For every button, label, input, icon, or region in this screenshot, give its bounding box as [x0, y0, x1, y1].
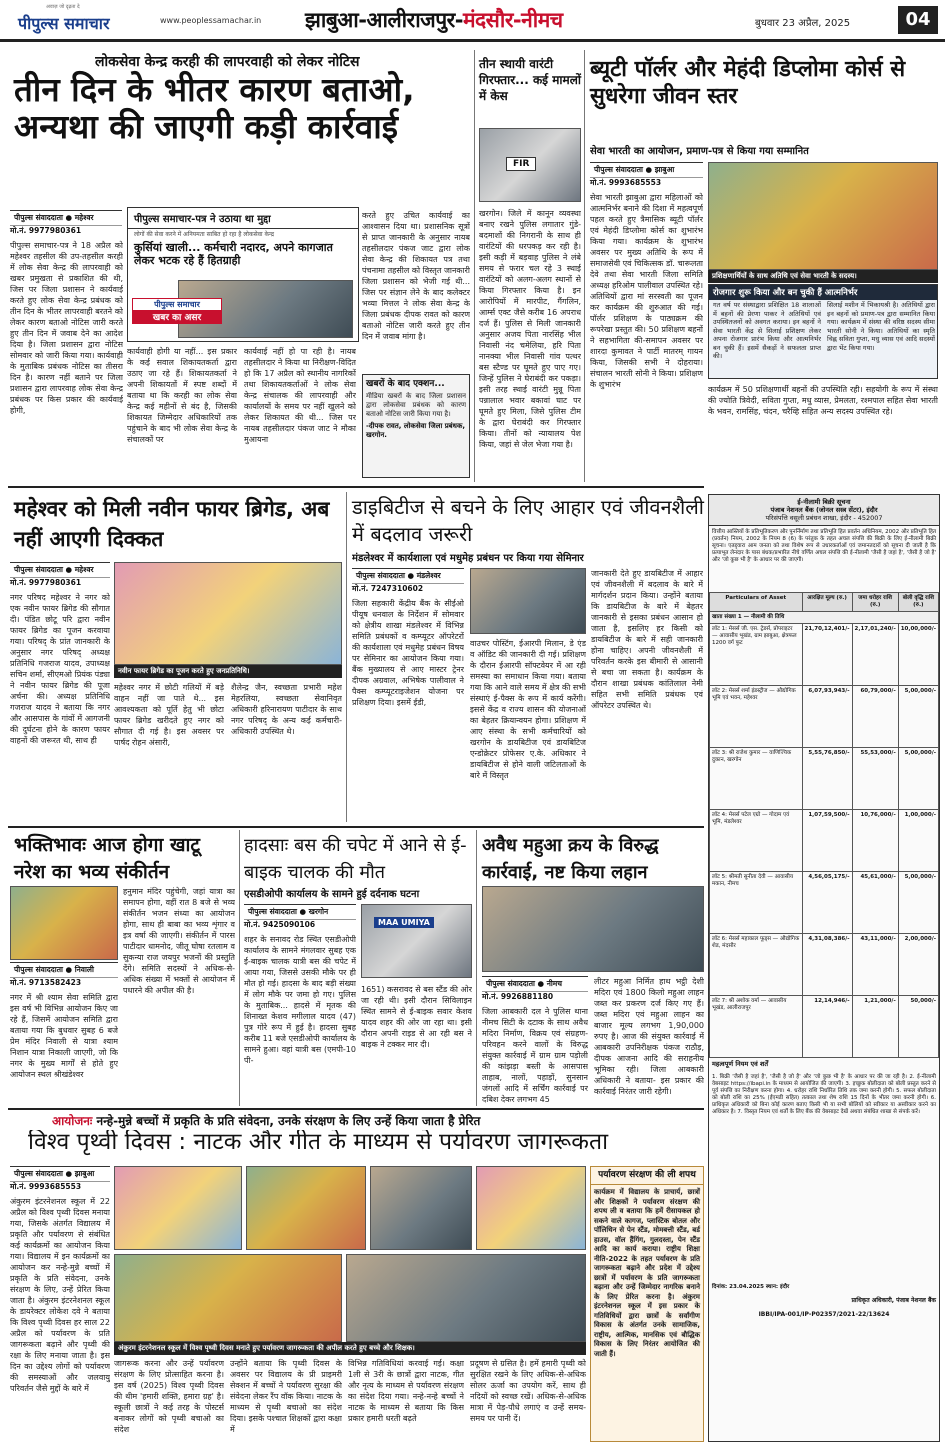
earth-col4: विभिन्न गतिविधियां करवाई गई। कक्षा 1ली से 3री के छात्रों द्वारा नाटक, गीत और नृत्य के माध्यम से पर्यावरण संरक्षण का संदेश दिया गया। नन्हे-नन्हे बच्चों ने नाटक के माध्यम से बताया कि किस प्रकार हमारी धरती बढ़ते: [348, 1359, 464, 1423]
beauty-box: [708, 284, 938, 379]
beauty-mobile: मो.नं. 9993685553: [590, 178, 662, 187]
tender-col-emd: जमा धरोहर राशि (रु.): [852, 593, 898, 612]
tender-lot-emd: 45,61,000/-: [852, 872, 898, 934]
site-url[interactable]: www.peoplessamachar.in: [160, 16, 262, 25]
mahua-col1: जिला आबकारी दल ने पुलिस थाना नीमच सिटी के दटाक के साथ अवैध मदिरा निर्माण, विक्रय एवं संग्रहण-परिवहन करने वालों के विरुद्ध संयुक्त कार्रवाई में ग्राम ग्राम पड़ोली की कांझड़ा बस्ती के आसपास ताहाब, नालों, पहाड़ों, सुनसान जंगलों आदि में सर्चिंग कार्रवाई पर दबिश देकर लगभग 45: [482, 1007, 588, 1104]
earth-kicker: [52, 1112, 702, 1129]
fire-photo: [114, 562, 342, 665]
tender-lot-desc: लॉट 6: मेसर्स महाकाल फूड्स — औद्योगिक शेड, मंदसौर: [710, 934, 803, 996]
tender-notice: [708, 494, 940, 1442]
edition-title: [305, 6, 563, 34]
tender-lot-emd: 10,76,000/-: [852, 810, 898, 872]
tender-lot-row: [710, 686, 939, 748]
tender-head2: पंजाब नेशनल बैंक (जोनल सस्त्र सेंटर), इंदौर: [770, 506, 878, 514]
diabetes-photo: [470, 568, 586, 634]
bhakti-headline: भक्तिभावः आज होगा खाटू नरेश का भव्य संकीर्तन: [14, 834, 200, 883]
tender-lot-row: [710, 810, 939, 872]
tender-lot-desc: लॉट 5: श्रीमती सुनीता देवी — आवासीय मकान, नीमच: [710, 872, 803, 934]
lead-headline: तीन दिन के भीतर कारण बताओ, अन्यथा की जाएगी कड़ी कार्रवाई: [14, 70, 415, 146]
lead-col1: पीपुल्स समाचार-पत्र ने 18 अप्रैल को महेश्वर तहसील की उप-तहसील करही में लोक सेवा केन्द्र की लापरवाही को खबर प्रमुखता से प्रकाशित की थी, जिस पर जिला प्रशासन ने कार्यवाई करते हुए लोक सेवा केन्द्र प्रबंधक को तीन दिन के भीतर लापरवाही बरतने को लेकर कारण बताओ नोटिस जारी करते हुए तीन दिन में जवाब देने का आदेश दिया है। जिला प्रशासन द्वारा नोटिस सोमवार को जारी किया गया। कार्यवाही के मुताबिक प्रबंधक नोटिस का तीसरा दिन है। कारण नहीं बताने पर जिला प्रशासन द्वारा लापरवाह लोक सेवा केन्द्र प्रबंधक पर किस प्रकार की कार्यवाई होगी,: [10, 241, 123, 415]
divider-accident: [476, 830, 477, 1106]
earth-oath-text: कार्यक्रम में विद्यालय के प्राचार्य, छात्रों और शिक्षकों ने पर्यावरण संरक्षण की शपथ ली व बताया कि हमें रीसायकल हो सकने वाले कागज, प्लास्टिक बोतल और पॉलिथिन से पेन स्टैंड, मोमबत्ती स्टैंड, बर्ड हाउस, वॉल हैंगिंग, गुलदस्ता, पेन स्टैंड आदि का कार्य कराया। राष्ट्रीय शिक्षा नीति-2022 के तहत पर्यावरण के प्रति जागरूकता बढ़ाने और प्रदेश में उद्देश्य छात्रों में पर्यावरण के प्रति जागरूकता बढ़ाना और उन्हें जिम्मेदार नागरिक बनाने के लिए प्रेरित करना है। अंकुरम इंटरनेशनल स्कूल में इस प्रकार के गतिविधियों द्वारा छात्रों के सर्वांगीण विकास के अंतर्गत उनके सामाजिक, राष्ट्रीय, आत्मिक, मानसिक एवं बौद्धिक विकास के लिए निरंतर आयोजित की जाती हैं।: [594, 1188, 700, 1358]
warrant-photo-label: FIR: [506, 157, 536, 171]
tender-intro: वित्तीय आस्तियों के प्रतिभूतिकरण और पुनर्निर्माण तथा प्रतिभूति हित प्रवर्तन अधिनियम, 2002 और प्रतिभूति हित (प्रवर्तन) नियम, 2002 के नियम 8 (6) के परंतुक के तहत अचल संपत्ति की बिक्री के लिए ई-नीलामी बिक्री सूचना। एतद्द्वारा आम जनता को तथा विशेष रूप से उधारकर्ताओं एवं जमानतदारों को सूचना दी जाती है कि प्रत्याभूत लेनदार के पास बंधक/प्रभारित नीचे वर्णित अचल संपत्ति की ई-नीलामी 'जैसी है जहां है', 'जैसी है जो है' और 'जो कुछ भी है' के आधार पर की जाएगी।: [712, 529, 936, 563]
earth-photo-1: [114, 1166, 242, 1250]
beauty-col1: सेवा भारती झाबुआ द्वारा महिलाओं को आत्मनिर्भर बनाने की दिशा में महत्वपूर्ण पहल करते हुए त्रैमासिक ब्यूटी पॉर्लर एवं मेहंदी डिप्लोमा कोर्स का शुभारंभ किया गया। कार्यक्रम के शुभारंभ अवसर पर मुख्य अतिथि के रूप में समाजसेवी एवं चिकित्सक डॉ. चारूलता देवे तथा सेवा भारती जिला समिति अध्यक्ष हरिओम पालीवाल उपस्थित रहे। अतिथियों द्वारा मां सरस्वती का पूजन कर कार्यक्रम की शुरुआत की गई। पॉर्लर प्रशिक्षण के पाठ्यक्रम की रूपरेखा प्रस्तुत की। 50 प्रशिक्षण बहनों ने सहभागिता की-समापन अवसर पर शारदा कुमावत ने पार्टी मातरम् गायन किया, जिसकी सभी ने दोहराया। संचालन भारती सोनी ने किया। प्रशिक्षण के शुभारंभ: [590, 193, 703, 389]
beauty-headline: ब्यूटी पॉर्लर और मेहंदी डिप्लोमा कोर्स से सुधरेगा जीवन स्तर: [590, 57, 906, 109]
warrant-headline: तीन स्थायी वारंटी गिरफ्तार... कई मामलों में केस: [479, 57, 581, 103]
fire-col1: नगर परिषद महेश्वर ने नगर को एक नवीन फायर ब्रिगेड की सौगात दी। पंडित छोटू परि द्वारा नवीन फायर ब्रिगेड का पूजन करवाया गया। परिषद् के प्रांत जानकारी के अनुसार नगर परिषद् अध्यक्ष प्रतिनिधि गजराज यादव, उपाध्यक्ष सचिन शर्मा, सीएमओ प्रियंक पंड्या ने नवीन फायर ब्रिगेड की पूजा अर्चना की। अध्यक्ष प्रतिनिधि गजराज यादव ने बताया कि नगर और आसपास के गांवों में आगजनी की दुर्घटना होने के कारण फायर वाहनों की जरूरत थी, साथ ही: [10, 593, 110, 745]
tender-lot-row: [710, 996, 939, 1058]
mahua-photo: [482, 886, 704, 972]
beauty-sub: सेवा भारती का आयोजन, प्रमाण-पत्र से किया गया सम्मानित: [590, 146, 809, 157]
mahua-byline: पीपुल्स संवाददाता ● नीमच: [482, 976, 588, 992]
beauty-caption: प्रशिक्षणार्थियों के साथ अतिथि एवं सेवा भारती के सदस्य।: [708, 270, 938, 283]
logo-text: पीपुल्स समाचार: [18, 14, 110, 33]
tender-lot-row: [710, 748, 939, 810]
beauty-box-title: रोजगार शुरू किया और बन चुकी हैं आत्मनिर्भर: [709, 285, 937, 300]
divider-warrant: [584, 50, 585, 482]
bhakti-byline: पीपुल्स संवाददाता ● निवाली: [10, 962, 118, 978]
bhakti-col1: नगर में श्री श्याम सेवा समिति द्वारा इस वर्ष भी विभिन्न आयोजन किए जा रहे हैं, जिसमें आयोजन समिति द्वारा बताया गया कि बुधवार सुबह 6 बजे प्रेम मंदिर निवाली से यात्रा श्याम निशान यात्रा निकाली जाएगी, जो कि नगर के मुख्य मार्गों से होते हुए आयोजन स्थल श्रीखंडेश्वर: [10, 993, 118, 1079]
divider-row3: [8, 1108, 704, 1110]
tender-lot-desc: लॉट 4: मेसर्स पटेल एग्रो — गोदाम एवं भूमि, मंडलेश्वर: [710, 810, 803, 872]
tender-lot-reserve: 5,55,76,850/-: [802, 748, 852, 810]
tender-lot-reserve: 21,70,12,401/-: [802, 624, 852, 686]
tender-table: [709, 592, 939, 1058]
earth-col1: अंकुरम इंटरनेशनल स्कूल में 22 अप्रैल को विश्व पृथ्वी दिवस मनाया गया, जिसके अंतर्गत विद्यालय में प्रकृति और पर्यावरण से संबंधित कई कार्यक्रमों का आयोजन किया गया। विद्यालय में इन कार्यक्रमों का आयोजन कर नन्हे-मुन्ने बच्चों में प्रकृति के प्रति संवेदना, उनके संरक्षण के लिए, उन्हें प्रेरित किया जाता है। अंकुरम इंटरनेशनल स्कूल के डायरेक्टर लोकेश दवे ने बताया कि विश्व पृथ्वी दिवस हर साल 22 अप्रैल को पर्यावरण के प्रति जागरूकता बढ़ाने और पृथ्वी की रक्षा के लिए मनाया जाता है। इस दिन का उद्देश्य लोगों को पर्यावरण की समस्याओं और जलवायु परिवर्तन जैसे मुद्दों के बारे में: [10, 1197, 110, 1393]
tender-header: [709, 495, 939, 526]
accident-byline: पीपुल्स संवाददाता ● खरगोन: [244, 904, 356, 920]
lead-byline: पीपुल्स संवाददाता ● महेश्वर: [10, 210, 122, 226]
tender-lot-desc: लॉट 7: श्री अशोक वर्मा — आवासीय भूखंड, आलीराजपुर: [710, 996, 803, 1058]
diabetes-col2: वाउचर पोस्टिंग, ईआरपी मिलान, डे एंड व ऑडिट की जानकारी दी गई। प्रशिक्षण के दौरान ईआरपी सॉफ्टवेयर में आ रही समस्या का समाधान किया गया। बताया गया कि आने वाले समय में क्षेत्र की सभी संस्थाएं ई-पैक्स के रूप में कार्य करेंगी। इससे केंद्र व राज्य शासन की योजनाओं का बेहतर क्रियान्वयन होगा। प्रशिक्षण में आए संस्था के सभी कर्मचारियों को खरगोन के डायबिटीज एवं डायबिटिज एन्डोक्रेटर प्रोफेसर ए.के. अधिकार ने डायबिटीज से होने वाली जटिलताओं के बारे में विस्तृत: [470, 639, 586, 780]
tender-table-header: [710, 593, 939, 612]
page-number: 04: [898, 6, 938, 34]
earth-photo-2: [246, 1166, 366, 1250]
accident-headline: हादसाः बस की चपेट में आने से ई-बाइक चालक की मौत: [244, 835, 467, 883]
beauty-box-text2: सिलाई मशीन में भिकायश्री है। अतिथियों द्वारा इन बहनों को प्रमाण-पत्र द्वारा सम्मानित किया गया। कार्यक्रम में संस्था की वरिष्ठ सदस्य सीमा भारती सोनी ने किया। अतिथियों का स्मृति चिह्न सविता गुप्ता, मधु व्यास एवं आदि सदस्यों द्वारा भेंट किया गया।: [827, 301, 935, 352]
tender-lot-title-row: [710, 612, 939, 624]
lead-inset-badge-b: खबर का असर: [133, 310, 221, 323]
lead-action-box-text: मीडिया खबरों के बाद जिला प्रशासन द्वारा लोकसेवा प्रबंधक को कारण बताओ नोटिस जारी किया गया है।: [366, 392, 466, 418]
tender-lot-emd: 1,21,000/-: [852, 996, 898, 1058]
lead-action-box-title: खबरों के बाद एक्शन...: [366, 379, 445, 389]
tender-lot-desc: लॉट 3: श्री राजेश कुमार — वाणिज्यिक दुकान, खरगोन: [710, 748, 803, 810]
mahua-mobile: मो.नं. 9926881180: [482, 992, 554, 1001]
tender-lot-increment: 50,000/-: [898, 996, 938, 1058]
fire-col3: शैलेन्द्र जैन, स्वच्छता प्रभारी महेश मेहरलिया, स्वच्छता सेवानिवृत अधिकारी हरिनारायण पाटीदार के साथ नगर परिषद् के अन्य कई कर्मचारी-अधिकारी उपस्थित थे।: [231, 683, 342, 736]
earth-kicker-a: आयोजनः: [52, 1114, 93, 1128]
earth-kicker-b: नन्हे-मुन्ने बच्चों में प्रकृति के प्रति संवेदना, उनके संरक्षण के लिए उन्हें किया जाता है प्रेरित: [96, 1114, 481, 1128]
dateline: बुधवार 23 अप्रैल, 2025: [755, 18, 851, 29]
diabetes-headline: डाइबिटीज से बचने के लिए आहार एवं जीवनशैली में बदलाव जरूरी: [352, 495, 704, 546]
tender-lot-emd: 2,17,01,240/-: [852, 624, 898, 686]
bhakti-col2: हनुमान मंदिर पहुंचेगी, जहां यात्रा का समापन होगा, वहीं रात 8 बजे से भव्य संकीर्तन भजन संध्या का आयोजन होगा, साथ ही बाबा का भव्य शृंगार व इत्र वर्षा की जाएगी। संकीर्तन में पारस पाटीदार धामनोद, जीतू घोषा रतलाम व सुकन्या राज जयपुर भजनों की प्रस्तुति देंगे। समिति सदस्यों ने अधिक-से-अधिक संख्या में भक्तों से आयोजन में पधारने की अपील की है।: [123, 887, 235, 995]
tender-lot-title: खाता संख्या 1 — नीलामी की तिथि: [710, 612, 939, 624]
divider-bhakti: [239, 830, 240, 1106]
earth-caption: अंकुरम इंटरनेशनल स्कूल में विश्व पृथ्वी दिवस मनाते हुए पर्यावरण जागरूकता की अपील करते हुए बच्चे और शिक्षक।: [114, 1342, 586, 1355]
tender-terms-title: महत्वपूर्ण नियम एवं शर्तें: [712, 1060, 769, 1068]
earth-photo-6: [346, 1254, 586, 1342]
earth-col2: जागरूक करना और उन्हें पर्यावरण संरक्षण के लिए प्रोत्साहित करना है। इस वर्ष (2025) विश्व पृथ्वी दिवस की थीम 'हमारी शक्ति, हमारा ग्रह' है। स्कूली छात्रों ने कई तरह के पोस्टर्स बनाकर लोगों को पृथ्वी बचाओ का संदेश: [114, 1359, 224, 1434]
tender-lot-reserve: 4,56,05,175/-: [802, 872, 852, 934]
accident-col1: शहर के सनावद रोड स्थित एसडीओपी कार्यालय के सामने मंगलवार सुबह एक ई-बाइक चालक यात्री बस की चपेट में आया गया, जिससे उसकी मौके पर ही मौत हो गई। हादसा के बाद बड़ी संख्या में लोग मौके पर जमा हो गए। पुलिस के मुताबिक... हादसे में मृतक की शिनाख्त केशव मगीलाल यादव (47) पुत्र गोरे रूप में हुई है। हादसा सुबह करीब 11 बजे एसडीओपी कार्यालय के सामने हुआ। वहां यात्री बस (एमपी-10 पी-: [244, 935, 356, 1065]
fire-mobile: मो.नं. 9977980361: [10, 578, 82, 587]
accident-sub: एसडीओपी कार्यालय के सामने हुई दर्दनाक घटना: [244, 889, 420, 900]
fire-caption: नवीन फायर ब्रिगेड का पूजन करते हुए जनप्रतिनिधि।: [114, 665, 342, 678]
tender-rows: [710, 612, 939, 1058]
earth-col5: प्रदूषण से ग्रसित है। हमें हमारी पृथ्वी को सुरक्षित रखने के लिए अधिक-से-अधिक सोलर ऊर्जा का उपयोग करें, साथ ही नदियों को स्वच्छ रखें। अधिक-से-अधिक मात्रा में पेड़-पौधे लगाएं व उन्हें समय-समय पर पानी दें।: [470, 1359, 586, 1423]
tender-lot-desc: लॉट 1: मेसर्स जी. एस. ट्रेडर्स, प्रोपराइटर — आवासीय भूखंड, ग्राम झाबुआ, क्षेत्रफल 1200 वर्ग फुट: [710, 624, 803, 686]
accident-photo: [361, 904, 472, 978]
tender-col-inc: बोली वृद्धि राशि (रु.): [898, 593, 938, 612]
beauty-box-text: गत वर्ष पर संस्थाद्वारा प्रशिक्षित 18 शालाओं में बहनों की प्रेरणा पाकर ने अतिथियों एवं उपस्थितजनों को अवगत कराया। इन बहनों ने सेवा भारती केंद्र से सिलाई प्रशिक्षण लेकर अपना रोजगार प्रारंभ किया और आत्मनिर्भर बन चुकी हैं। इसमें सैकड़ों ने सफलता प्राप्त की।: [713, 301, 821, 360]
tender-date-line: दिनांक: 23.04.2025 स्थान: इंदौर: [712, 1284, 790, 1290]
tender-lot-reserve: 4,31,08,386/-: [802, 934, 852, 996]
tender-head3: परिसंपत्ति वसूली प्रबंधन शाखा, इंदौर - 452007: [765, 514, 883, 522]
tender-lot-desc: लॉट 2: मेसर्स शर्मा इंडस्ट्रीज — औद्योगिक भूमि एवं भवन, महेश्वर: [710, 686, 803, 748]
lead-mobile: मो.नं. 9977980361: [10, 226, 82, 235]
diabetes-sub: मंडलेश्वर में कार्यशाला एवं मधुमेह प्रबंधन पर किया गया सेमिनार: [352, 553, 584, 564]
accident-col2: 1651) कसरावद से बस स्टैंड की ओर जा रही थी। इसी दौरान सिविलाइन स्थित सामने से ई-बाइक सवार केशव यादव शहर की ओर जा रहा था। इसी दौरान अपनी राइड से आ रही बस ने बाइक ने टक्कर मार दी।: [361, 985, 472, 1049]
tender-lot-increment: 2,00,000/-: [898, 934, 938, 996]
tender-lot-increment: 5,00,000/-: [898, 872, 938, 934]
accident-bus-label: MAA UMIYA: [374, 917, 434, 928]
warrant-text: खरगोन। जिले में कानून व्यवस्था बनाए रखने पुलिस लगातार गुंडे-बदमाशों की निगरानी के साथ ही वारंटियों की धरपकड़ कर रही है। इसी कड़ी में बड़वाह पुलिस ने लंबे समय से फरार चल रहे 3 स्थाई वारंटियों को अलग-अलग स्थानों से किया गिरफ्तार किया है। इन आरोपियों में मारपीट, गैंगलिन, आर्म्स एक्ट जैसे करीब 16 अपराध दर्ज हैं। पुलिस से मिली जानकारी अनुसार अजय पिता नारसिंह भील निवासी नंद चमेलिया, हरि पिता नानक्या भील निवासी गांव पत्थर बस स्टैण्ड पर घूमते हुए पाए गए। जिन्हें पुलिस ने घेराबंदी कर पकड़ा। इसी तरह स्थाई वारंटी मुन्नू पिता पन्नालाल भवार बकावां घाट पर घूमते हुए मिला, जिसे पुलिस टीम के द्वारा घेराबंदी कर गिरफ्तार किया। तीनों को न्यायालय पेश किया, जहां से जेल भेजा गया है।: [479, 209, 581, 449]
diabetes-byline: पीपुल्स संवाददाता ● मंडलेश्वर: [352, 568, 464, 584]
mahua-headline: अवैध महुआ क्रय के विरुद्ध कार्रवाई, नष्ट किया लहान: [482, 835, 659, 883]
beauty-photo: [708, 162, 938, 270]
tender-lot-reserve: 6,07,93,943/-: [802, 686, 852, 748]
lead-col2: कार्यवाही होगी या नहीं... इस प्रकार के कई सवाल शिकायतकर्ता द्वारा उठाए जा रहे हैं। शिकायतकर्ता ने अपनी शिकायतों में स्पष्ट शब्दों में बताया था कि करही का लोक सेवा केन्द्र कई महीनों से बंद है, जिसकी शिकायत जिम्मेदार अधिकारियों तक पहुंचाने के बाद भी लोक सेवा केन्द्र के संचालकों पर: [127, 347, 237, 444]
tender-lot-increment: 5,00,000/-: [898, 748, 938, 810]
diabetes-col3: जानकारी देते हुए डायबिटीज में आहार एवं जीवनशैली में बदलाव के बारे में मार्गदर्शन प्रदान किया। उन्होंने बताया कि डायबिटीज के बारे में बेहतर जानकारी से इसका प्रबंधन आसान हो जाता है, इसलिए हर किसी को डायबिटीज के बारे में सही जानकारी होना चाहिए। अपनी जीवनशैली में परिवर्तन करके इस बीमारी से आसानी से बचा जा सकता है। कार्यक्रम के दौरान शाखा प्रबंधक कांतिलाल नेमी सहित सभी समिति प्रबंधक एवं ऑपरेटर उपस्थित थे।: [591, 569, 703, 710]
tender-terms: 1. बिक्री 'जैसी है जहां है', 'जैसी है जो है' और 'जो कुछ भी है' के आधार पर की जा रही है। 2. ई-नीलामी वेबसाइट https://ibapi.in के माध्यम से आयोजित की जाएगी। 3. इच्छुक बोलीदाता को बोली प्रस्तुत करने से पूर्व संपत्ति का निरीक्षण करना होगा। 4. धरोहर राशि निर्धारित तिथि तक जमा करनी होगी। 5. सफल बोलीदाता को बोली राशि का 25% (ईएमडी सहित) तत्काल तथा शेष राशि 15 दिनों के भीतर जमा करनी होगी। 6. प्राधिकृत अधिकारी को बिना कोई कारण बताए किसी भी या सभी बोलियों को स्वीकार या अस्वीकार करने का अधिकार है। 7. विस्तृत नियम एवं शर्तों के लिए बैंक की वेबसाइट देखें अथवा संबंधित शाखा से संपर्क करें।: [712, 1074, 936, 1115]
edition-title-a: झाबुआ-आलीराजपुर-: [305, 8, 463, 32]
earth-oath-box: [590, 1166, 704, 1442]
lead-col4: करते हुए उचित कार्यवाई का आश्वासन दिया था। प्रशासनिक सूत्रों से प्राप्त जानकारी के अनुसार नायब तहसीलदार पंकज जाट द्वारा लोक सेवा केन्द्र की शिकायत पत्र तथा पंचनामा तहसील को विस्तृत जानकारी जिला प्रशासन को भेजी गई थी... जिस पर संज्ञान लेने के बाद कलेक्टर भव्या मित्तल ने लोक सेवा केन्द्र के जिला प्रबंधक दीपक रावत को कारण बताओ नोटिस जारी करते हुए तीन दिन में जवाब मांगा है।: [362, 211, 470, 341]
tender-lot-reserve: 12,14,946/-: [802, 996, 852, 1058]
masthead: [0, 0, 945, 42]
beauty-byline: पीपुल्स संवाददाता ● झाबुआ: [590, 162, 703, 178]
tender-sign: प्राधिकृत अधिकारी, पंजाब नेशनल बैंक: [851, 1297, 936, 1304]
lead-col3: कार्यवाई नहीं हो पा रही है। नायब तहसीलदार ने किया था निरीक्षण-विदित हो कि 17 अप्रैल को स्थानीय नागरिकों तथा शिकायतकर्ताओं ने लोक सेवा केन्द्र संचालक की लापरवाही और कार्यालयों के समय पर नहीं खुलने को लेकर शिकायत की थी... जिस पर नायब तहसीलदार पंकज जाट ने मौका मुआयना: [244, 347, 356, 444]
newspaper-logo[interactable]: [10, 4, 160, 36]
accident-mobile: मो.नं. 9425090106: [244, 920, 316, 929]
tender-lot-row: [710, 624, 939, 686]
divider-fire: [346, 492, 347, 822]
divider-row2: [8, 826, 704, 828]
diabetes-col1: जिला सहकारी केंद्रीय बैंक के सीईओ पीयूष धनवाल के निर्देशन में सोमवार को क्षेत्रीय शाखा मंडलेश्वर में विभिन्न समिति प्रबंधकों व कम्प्यूटर ऑपरेटरों की कार्यशाला एवं मधुमेह प्रबंधन विषय पर सेमिनार का आयोजन किया गया। बैंक मुख्यालय से आए मास्टर ट्रेनर दीपक अग्रवाल, अभिषेक पालीवाल ने पैक्स कम्प्यूटराइजेशन योजना पर प्रशिक्षण दिया। इसमें ईडी,: [352, 599, 464, 707]
lead-inset-badge-a: पीपुल्स समाचार: [133, 299, 221, 310]
earth-byline: पीपुल्स संवाददाता ● झाबुआ: [10, 1166, 110, 1182]
earth-photo-3: [370, 1166, 472, 1250]
fire-col2: महेश्वर नगर में छोटी गलियों में बड़े वाहन नहीं जा पाते थे... इस आवश्यकता को पूर्ति हेतु भी छोटा फायर ब्रिगेड खरीदते हुए नगर को सौगात दी गई है। इस अवसर पर पार्षद रोहन अंसारी,: [114, 683, 224, 747]
tender-col-asset: Particulars of Asset: [710, 593, 803, 612]
earth-photo-4: [476, 1166, 586, 1250]
lead-action-box-sign: -दीपक रावत, लोकसेवा जिला प्रबंधक, खरगोन.: [366, 422, 466, 439]
lead-inset-sub: लोगों की सेवा करने में अनियमता साबित हो रहा है लोकसेवा केन्द्र: [134, 231, 275, 238]
divider-lead: [474, 50, 475, 482]
tender-lot-row: [710, 872, 939, 934]
warrant-photo: [479, 128, 581, 202]
tender-head1: ई-नीलामी बिक्री सूचना: [797, 498, 851, 506]
tender-col-reserve: आरक्षित मूल्य (रु.): [802, 593, 852, 612]
tender-lot-reserve: 1,07,59,500/-: [802, 810, 852, 872]
lead-kicker: लोकसेवा केन्द्र करही की लापरवाही को लेकर नोटिस: [95, 54, 360, 70]
earth-col3: उन्होंने बताया कि पृथ्वी दिवस के अवसर पर विद्यालय के प्री प्राइमरी सेक्शन में बच्चों ने पर्यावरण सुरक्षा की संवेदना लेकर रैंप वॉक किया। नाटक के माध्यम से पृथ्वी बचाओ का संदेश दिया। इसके पश्चात शिक्षकों द्वारा कक्षा में: [230, 1359, 342, 1434]
fire-headline: महेश्वर को मिली नवीन फायर ब्रिगेड, अब नहीं आएगी दिक्कत: [14, 497, 330, 551]
tender-lot-increment: 10,00,000/-: [898, 624, 938, 686]
lead-inset-headline: कुर्सियां खाली... कर्मचारी नदारद, अपने कागजात लेकर भटक रहे हैं हितग्राही: [134, 241, 333, 267]
lead-inset-title: पीपुल्स समाचार-पत्र ने उठाया था मुद्दा: [128, 208, 358, 229]
logo-tagline: अवाज़ जो दृढ़ता दे: [46, 4, 80, 10]
tender-lot-increment: 1,00,000/-: [898, 810, 938, 872]
tender-foot: IBBI/IPA-001/IP-P02357/2021-22/13624: [758, 1311, 890, 1318]
tender-lot-emd: 55,53,000/-: [852, 748, 898, 810]
fire-byline: पीपुल्स संवाददाता ● महेश्वर: [10, 562, 110, 578]
earth-oath-title: पर्यावरण संरक्षण की ली शपथ: [591, 1167, 703, 1185]
bhakti-photo: [10, 886, 118, 960]
lead-action-box: [362, 374, 470, 478]
beauty-col3: कार्यक्रम में 50 प्रशिक्षणार्थी बहनों की उपस्थिति रही। सहयोगी के रूप में संस्था की ज्योति त्रिवेदी, सविता गुप्ता, मधु व्यास, प्रेमलता, रश्मपाल सहित सेवा भारती के भवन, रामसिंह, चंदन, चरैव्हि सहित अन्य सदस्य उपस्थित रहे।: [708, 385, 938, 416]
edition-title-b: मंदसौर-नीमच: [462, 8, 563, 32]
diabetes-mobile: मो.नं. 7247310602: [352, 584, 424, 593]
mahua-col2: लीटर महुआ निर्मित हाथ भट्ठी देशी मदिरा एवं 1800 किलो महुआ लाहन जब्त कर प्रकरण दर्ज किए गए हैं। जब्त मदिरा एवं महुआ लाहन का बाजार मूल्य लगभग 1,90,000 रुपए है। आज की संयुक्त कार्रवाई में आबकारी उपनिरीक्षक पंकज राठौड़, दीपक आजना आदि की सराहनीय भूमिका रही। जिला आबकारी अधिकारी ने बताया- इस प्रकार की कार्रवाई निरंतर जारी रहेगी।: [594, 977, 704, 1096]
earth-photo-5: [114, 1254, 342, 1342]
earth-mobile: मो.नं. 9993685553: [10, 1182, 82, 1191]
tender-lot-emd: 60,79,000/-: [852, 686, 898, 748]
bhakti-mobile: मो.नं. 9713582423: [10, 978, 82, 987]
divider-row1: [8, 486, 704, 488]
lead-inset: [127, 207, 359, 342]
tender-lot-increment: 5,00,000/-: [898, 686, 938, 748]
earth-headline: विश्व पृथ्वी दिवस : नाटक और गीत के माध्यम से पर्यावरण जागरूकता: [28, 1130, 609, 1155]
lead-inset-badge: [132, 298, 222, 324]
tender-lot-row: [710, 934, 939, 996]
tender-lot-emd: 43,11,000/-: [852, 934, 898, 996]
